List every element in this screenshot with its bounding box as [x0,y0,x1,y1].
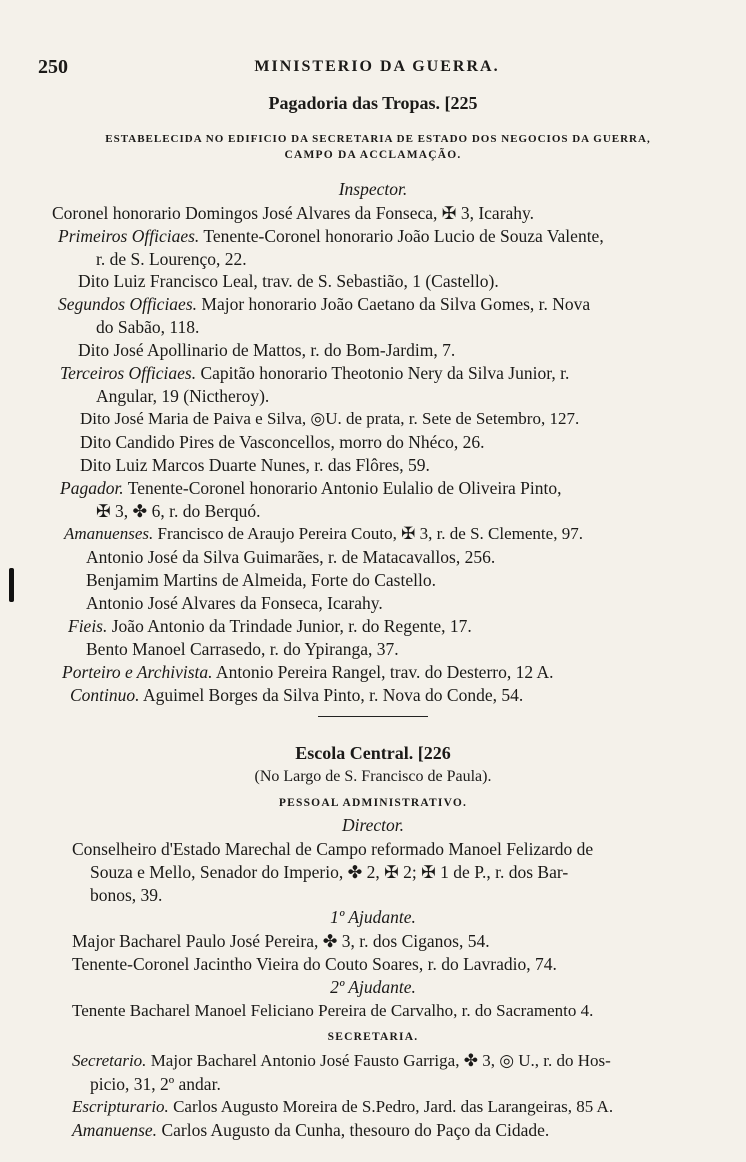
entry-text: João Antonio da Trindade Junior, r. do Regente, 17. [107,616,472,636]
entry-line: Dito Luiz Francisco Leal, trav. de S. Sebastião, 1 (Castello). [78,271,499,291]
entry-text: Tenente-Coronel honorario João Lucio de Souza Valente, [199,226,604,246]
section-title-escola: Escola Central. [226 [295,743,451,763]
page-header [38,56,716,84]
role-label: Escripturario. [72,1097,169,1116]
section-title-pagadoria: Pagadoria das Tropas. [225 [268,93,478,113]
entry-text: Carlos Augusto da Cunha, thesouro do Paço da Cidade. [157,1120,550,1140]
role-label: Pagador. [60,478,124,498]
entry-line: r. de S. Lourenço, 22. [96,249,247,269]
entry-line: Dito José Apollinario de Mattos, r. do Bom-Jardim, 7. [78,340,456,360]
ajudante2-heading: 2º Ajudante. [330,977,416,997]
entry-line: ✠ 3, ✤ 6, r. do Berquó. [96,501,261,521]
entry-line: Souza e Mello, Senador do Imperio, ✤ 2, ✠ 2; ✠ 1 de P., r. dos Bar- [90,862,569,882]
entry-line [58,293,590,315]
entry-line [62,661,554,683]
entry-line: Tenente-Coronel Jacintho Vieira do Couto Soares, r. do Lavradio, 74. [72,954,557,974]
role-label: Porteiro e Archivista. [62,662,213,682]
entry-text: Major Bacharel Antonio José Fausto Garriga, ✤ 3, ◎ U., r. do Hos- [146,1051,611,1070]
director-heading: Director. [341,815,405,835]
section-location: (No Largo de S. Francisco de Paula). [254,768,492,785]
section-subtitle-line2: CAMPO DA ACCLAMAÇÃO. [284,149,462,161]
entry-line [58,225,604,247]
ajudante1-heading: 1º Ajudante. [330,907,416,927]
section-divider [318,716,428,717]
entry-text: Tenente-Coronel honorario Antonio Eulalio de Oliveira Pinto, [123,478,562,498]
entry-text: Francisco de Araujo Pereira Couto, ✠ 3, r. de S. Clemente, 97. [153,524,583,543]
inspector-heading: Inspector. [338,179,408,199]
entry-line: Dito Candido Pires de Vasconcellos, morro do Nhéco, 26. [80,432,485,452]
margin-mark [9,568,14,602]
entry-line [64,523,583,545]
entry-line: Major Bacharel Paulo José Pereira, ✤ 3, r. dos Ciganos, 54. [72,931,490,951]
entry-line: Dito José Maria de Paiva e Silva, ◎U. de prata, r. Sete de Setembro, 127. [80,409,580,428]
entry-line: do Sabão, 118. [96,317,200,337]
role-label: Primeiros Officiaes. [58,226,200,246]
entry-line: Conselheiro d'Estado Marechal de Campo reformado Manoel Felizardo de [72,839,594,859]
entry-text: Antonio Pereira Rangel, trav. do Desterro, 12 A. [212,662,554,682]
entry-text: Capitão honorario Theotonio Nery da Silva Junior, r. [196,363,570,383]
role-label: Secretario. [72,1051,147,1070]
entry-line [72,1050,611,1072]
role-label: Fieis. [68,616,108,636]
role-label: Segundos Officiaes. [58,294,198,314]
role-label: Continuo. [70,685,140,705]
entry-text: Carlos Augusto Moreira de S.Pedro, Jard. das Larangeiras, 85 A. [168,1097,614,1116]
role-label: Amanuenses. [64,524,154,543]
entry-text: Aguimel Borges da Silva Pinto, r. Nova do Conde, 54. [139,685,524,705]
entry-line [72,1119,549,1141]
secretaria-heading: SECRETARIA. [327,1031,419,1043]
entry-line: picio, 31, 2º andar. [90,1074,221,1094]
entry-line: Benjamim Martins de Almeida, Forte do Castello. [86,570,436,590]
entry-line [68,615,472,637]
entry-line: Dito Luiz Marcos Duarte Nunes, r. das Flôres, 59. [80,455,430,475]
section-subtitle-line1: ESTABELECIDA NO EDIFICIO DA SECRETARIA DE ESTADO DOS NEGOCIOS DA GUERRA, [105,133,651,145]
entry-line: Antonio José Alvares da Fonseca, Icarahy. [86,593,383,613]
role-label: Amanuense. [72,1120,158,1140]
entry-line: Tenente Bacharel Manoel Feliciano Pereira de Carvalho, r. do Sacramento 4. [72,1001,594,1020]
entry-text: Major honorario João Caetano da Silva Gomes, r. Nova [197,294,591,314]
running-title: MINISTERIO DA GUERRA. [254,58,500,75]
entry-line: Angular, 19 (Nictheroy). [96,386,270,406]
entry-line [60,477,562,499]
entry-line: bonos, 39. [90,885,163,905]
entry-line [70,684,523,706]
entry-line [60,362,569,384]
entry-line: Coronel honorario Domingos José Alvares da Fonseca, ✠ 3, Icarahy. [52,203,535,223]
entry-line [72,1096,613,1118]
page-number: 250 [38,56,68,78]
entry-line: Bento Manoel Carrasedo, r. do Ypiranga, 37. [86,639,399,659]
role-label: Terceiros Officiaes. [60,363,197,383]
entry-line: Antonio José da Silva Guimarães, r. de Matacavallos, 256. [86,547,496,567]
personnel-heading: PESSOAL ADMINISTRATIVO. [278,797,468,809]
